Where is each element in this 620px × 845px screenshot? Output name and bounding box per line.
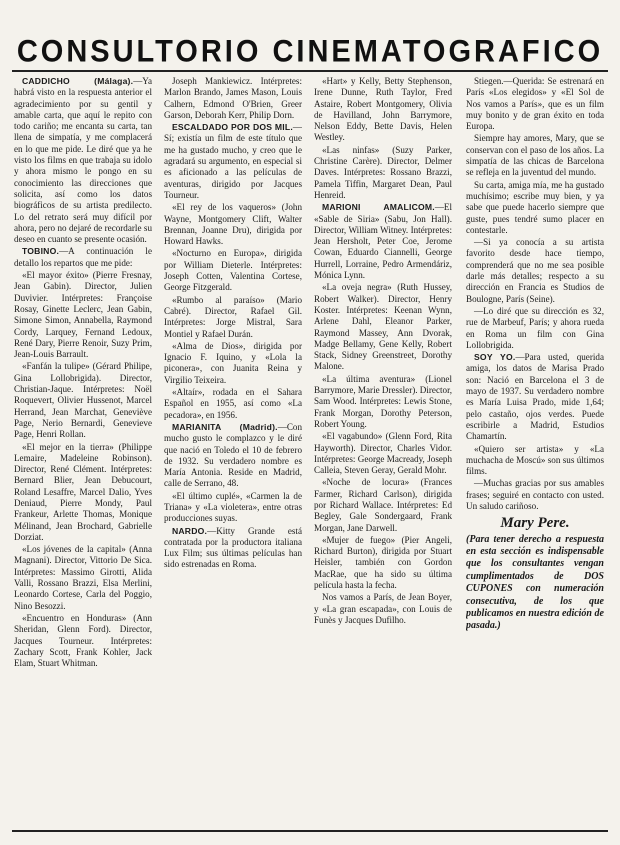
entry-text: Stiegen.—Querida: Se estrenará en París «Los elegidos» y «El Sol de Nos vamos a París», que es un film muy bonito y de gran éxito en toda Europa. (466, 76, 604, 132)
entry-text: «Altaír», rodada en el Sahara Español en 1955, así como «La pecadora», en 1956. (164, 387, 302, 420)
consulta-entry (314, 374, 452, 430)
page-title: CONSULTORIO CINEMATOGRAFICO (16, 34, 604, 70)
entry-text: «Mujer de fuego» (Pier Angeli, Richard Burton), dirigida por Stuart Heisler, también con Gordon MacRae, que ha sido su última película hasta la fecha. (314, 534, 452, 591)
consulta-entry (314, 202, 452, 281)
consulta-entry (314, 145, 452, 201)
entry-text: «El último cuplé», «Carmen la de Triana» y «La violetera», entre otras producciones suyas. (164, 490, 302, 524)
entry-text: «El mejor en la tierra» (Philippe Lemaire, Madeleine Robinson). Director, René Clément. Intérpretes: Bernard Blier, Jean Debucourt, Roland Lesaffre, Marcel Dalio, Yves Deniaud, Pierre Mondy, Paul Frankeur, Arlette Thomas, Monique Mélinand, Jean Brochard, Gabrielle Dorziat. (14, 441, 152, 542)
consulta-entry (14, 246, 152, 269)
entry-text: «Rumbo al paraíso» (Mario Cabré). Director, Rafael Gil. Intérpretes: Jorge Mistral, Sara Montiel y Rafael Durán. (164, 294, 302, 339)
consulta-entry (14, 544, 152, 612)
consulta-entry (14, 361, 152, 440)
column-4-entries (466, 76, 604, 512)
entry-text: —Para usted, querida amiga, los datos de Marisa Prado son: Nació en Barcelona el 3 de mayo de 1937. Su verdadero nombre es María Luisa Prado, mide 1,64; pelo castaño, ojos verdes. Puede escribirle a Madrid, Estudios Chamartín. (466, 352, 604, 442)
entry-text: —Lo diré que su dirección es 32, rue de Marbeuf, París; y ahora rueda en Roma un film con Gina Lollobrigida. (466, 305, 604, 350)
consultant-name: ESCALDADO POR DOS MIL. (172, 122, 293, 133)
consulta-entry (466, 352, 604, 442)
consulta-entry (466, 306, 604, 351)
entry-text: «La oveja negra» (Ruth Hussey, Robert Walker). Director, Henry Koster. Intérpretes: Keenan Wynn, Arlene Dahl, Eleanor Parker, Raymond Massey, Ann Dvorak, Madge Bellamy, Gene Kelly, Robert Stack, Sidney Greenstreet, Dorothy Malone. (314, 282, 452, 372)
entry-text: —Kitty Grande está contratada por la productora italiana Lux Film; sus últimas películas han sido estrenadas en Roma. (164, 525, 302, 570)
consulta-entry (164, 76, 302, 121)
consulta-entry (164, 341, 302, 386)
consulta-entry (164, 122, 302, 201)
consulta-entry (314, 477, 452, 533)
entry-text: «Noche de locura» (Frances Farmer, Richard Carlson), dirigida por Richard Wallace. Intérpretes: Ed Begley, Gale Sondergaard, Frank Morgan, Jane Darwell. (314, 477, 452, 533)
entry-text: «Los jóvenes de la capital» (Anna Magnani). Director, Vittorio De Sica. Intérpretes: Massimo Girotti, Alida Valli, Rossano Brazzi, Elsa Merlini, Leonardo Cortese, Carla del Poggio, Nino Besozzi. (14, 544, 152, 611)
consulta-entry (314, 592, 452, 626)
entry-text: —A continuación le detallo los repartos que me pide: (14, 246, 152, 268)
consulta-entry (164, 422, 302, 490)
entry-text: Siempre hay amores, Mary, que se conservan con el paso de los años. La simpatía de las chicas de Barcelona se refleja en la juventud del mundo. (466, 133, 604, 178)
consulta-entry (164, 295, 302, 340)
coupon-notice: (Para tener derecho a respuesta en esta sección es indispensable que los consultantes vengan cumplimentados de DOS CUPONES con numeración consecutiva, de los que publicamos en nuestra edición de pasada.) (466, 533, 604, 632)
consulta-entry (314, 282, 452, 372)
entry-text: Joseph Mankiewicz. Intérpretes: Marlon Brando, James Mason, Louis Calhern, Edmond O'Brien, Greer Garson, Deborah Kerr, Philip Dorn. (164, 76, 302, 120)
entry-text: «El rey de los vaqueros» (John Wayne, Montgomery Clift, Walter Brennan, Joanne Dru), dirigida por Howard Hawks. (164, 202, 302, 247)
entry-text: «Quiero ser artista» y «La muchacha de Moscú» son sus últimos films. (466, 443, 604, 477)
consulta-entry (466, 478, 604, 512)
consulta-entry (466, 444, 604, 478)
entry-text: —Muchas gracias por sus amables frases; seguiré en contacto con usted. Un saludo cariñoso. (466, 478, 604, 511)
consulta-entry (164, 526, 302, 571)
entry-text: —El «Sable de Siria» (Sabu, Jon Hall). Director, William Witney. Intérpretes: Jean Hersholt, Peter Coe, Jerome Cowan, Eduardo Ciannelli, George Hurrell, Lorraine, Pedro Armendáriz, Mónica Lynn. (314, 202, 452, 281)
entry-text: «Encuentro en Honduras» (Ann Sheridan, Glenn Ford). Director, Jacques Tourneur. Intérpretes: Zachary Scott, Frank Kohler, Jack Elam, Stuart Whitman. (14, 612, 152, 669)
entry-text: «El vagabundo» (Glenn Ford, Rita Hayworth). Director, Charles Vidor. Intérpretes: George Macready, Joseph Calleia, Steven Geray, Gerald Mohr. (314, 431, 452, 476)
entry-text: «Nocturno en Europa», dirigida por William Dieterle. Intérpretes: Joseph Cotten, Valentina Cortese, George Fitzgerald. (164, 248, 302, 293)
consulta-entry (14, 270, 152, 360)
consulta-entry (14, 613, 152, 669)
consulta-entry (466, 76, 604, 132)
entry-text: —Con mucho gusto le complazco y le diré que nació en Toledo el 10 de febrero de 1932. Su verdadero nombre es María Antonia. Reside en Madrid, calle de Serrano, 48. (164, 421, 302, 489)
consultant-name: MARIANITA (Madrid). (172, 421, 278, 432)
consultant-name: CADDICHO (Málaga). (22, 76, 134, 86)
entry-text: «Hart» y Kelly, Betty Stephenson, Irene Dunne, Ruth Taylor, Fred Astaire, Robert Montgomery, Olivia de Havilland, John Barrymore, Nelson Eddy, Bette Davis, Helen Westley. (314, 76, 452, 143)
consulta-entry (14, 442, 152, 544)
consultant-name: SOY YO. (474, 352, 516, 363)
column-1 (14, 76, 152, 826)
consulta-entry (466, 237, 604, 305)
title-rule (12, 70, 608, 72)
entry-text: «Las ninfas» (Suzy Parker, Christine Carère). Director, Delmer Daves. Intérpretes: Rossano Brazzi, Pamela Tiffin, Margaret Dean, Paul Henreid. (314, 144, 452, 200)
consulta-entry (314, 535, 452, 591)
entry-text: —Sí; existía un film de este título que me ha gustado mucho, y creo que le agradará su argumento, en especial si es aficionado a las películas de aventuras, dirigido por Jacques Tourneur. (164, 122, 302, 200)
entry-text: «Fanfán la tulipe» (Gérard Philipe, Gina Lollobrigida). Director, Christian-Jaque. Intérpretes: Noël Roquevert, Olivier Hussenot, Marcel Herrand, Jean Marchat, Geneviève Page, Nerio Bernardi, Genevieve Page, Henri Rollan. (14, 361, 152, 440)
column-4 (466, 76, 604, 826)
entry-text: Su carta, amiga mía, me ha gustado muchísimo; escribe muy bien, y ya sabe que puede hacerlo siempre que guste, pues tendré sumo placer en contestarle. (466, 179, 604, 235)
entry-text: —Ya habrá visto en la respuesta anterior el agradecimiento por su gentil y amable carta, que aquí le repito con todo cariño; me encanta su carta, tan llena de simpatía, y me complacerá en lo que me pide. Le diré que ya he visto los films en que trabaja su idolo y ahora mismo le pongo en su conocimiento las direcciones que solicita, así como los datos biográficos de su artista predilecto. Lo del retrato será muy difícil por ahora, pero no dejaré de recordarle su deseo en cuanto se presente ocasión. (14, 76, 152, 245)
column-3 (314, 76, 452, 826)
consulta-entry (164, 491, 302, 525)
consulta-entry (14, 76, 152, 245)
consulta-entry (466, 133, 604, 178)
consultant-name: MARIONI AMALICOM. (322, 202, 435, 213)
entry-text: «El mayor éxito» (Pierre Fresnay, Jean Gabin). Director, Julien Duvivier. Intérpretes: Françoise Rosay, Ginette Leclerc, Jean Gabin, Simone Simon, Annabella, Raymond Cordy, Larquey, Fernand Ledoux, René Dary, Pierre Renoir, Suzy Prim, Jean-Louis Barrault. (14, 270, 152, 360)
text-columns (14, 76, 606, 826)
entry-text: —Si ya conocía a su artista favorito desde hace tiempo, comprenderá que no me sea posible darle más detalles; respecto a su dirección en Francia es Studios de Boulogne, París (Seine). (466, 237, 604, 304)
consultant-name: TOBINO. (22, 246, 60, 257)
entry-text: Nos vamos a París, de Jean Boyer, y «La gran escapada», con Louis de Funès y Jacques Dufilho. (314, 592, 452, 625)
consulta-entry (466, 180, 604, 236)
author-signature: Mary Pere. (500, 515, 570, 532)
consulta-entry (164, 387, 302, 421)
consulta-entry (314, 431, 452, 476)
column-2 (164, 76, 302, 826)
consultant-name: NARDO. (172, 525, 208, 536)
bottom-rule (12, 830, 608, 832)
consulta-entry (164, 248, 302, 293)
entry-text: «Alma de Dios», dirigida por Ignacio F. Iquino, y «Lola la piconera», con Juanita Reina y Virgilio Teixeira. (164, 340, 302, 385)
consulta-entry (314, 76, 452, 144)
consulta-entry (164, 202, 302, 247)
entry-text: «La última aventura» (Lionel Barrymore, Marie Dressler). Director, Sam Wood. Intérpretes: Lewis Stone, Frank Morgan, Dorothy Peterson, Robert Young. (314, 373, 452, 429)
